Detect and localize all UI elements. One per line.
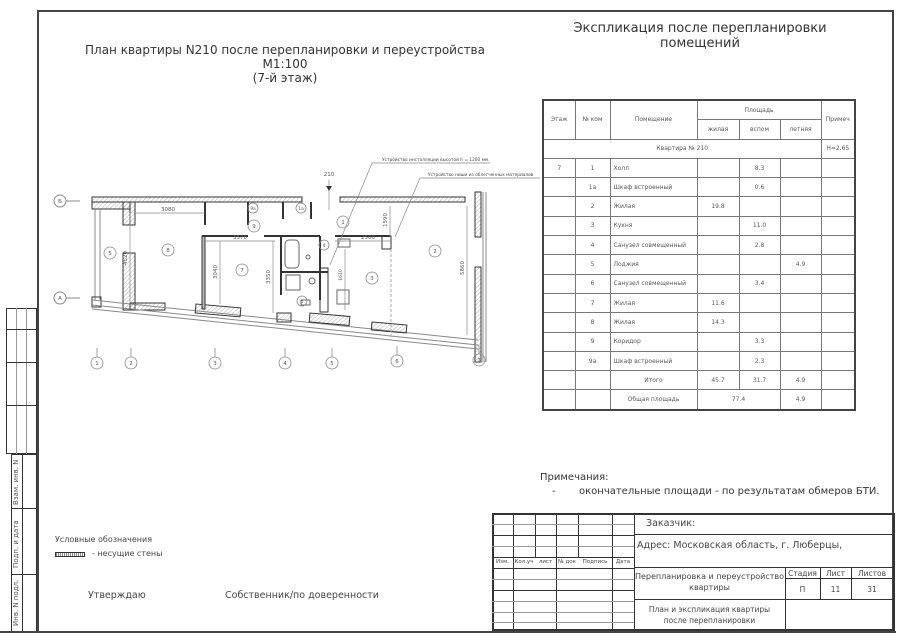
sheet-value: 11 <box>830 585 841 594</box>
room-label-9a: 9а <box>250 207 256 212</box>
floor-plan <box>0 0 540 380</box>
axis-label-2: 2 <box>129 361 133 367</box>
annotation-installation: Устройство инсталляции высотой h = 1200 мм. <box>382 158 490 163</box>
dim-5860: 5860 <box>460 261 466 275</box>
totals-label: Итого <box>610 371 697 390</box>
side-stamp-inv-orig: Инв. N подл. <box>12 579 20 626</box>
apartment-row-note: H=2.65 <box>821 139 855 158</box>
living-area <box>697 274 739 293</box>
room-label-9: 9 <box>252 224 256 230</box>
explication-table <box>542 99 856 411</box>
header-living: жилая <box>697 120 739 139</box>
floor-cell <box>543 313 575 332</box>
plan-scale: М1:100 <box>262 57 308 71</box>
dim-3080: 3080 <box>161 207 175 213</box>
table-row <box>543 216 855 235</box>
axis-label-a: А <box>58 296 62 302</box>
dim-4520: 4520 <box>123 251 129 265</box>
room-name: Жилая <box>610 313 697 332</box>
sheet-title-line1: План и экспликация квартиры <box>648 605 771 614</box>
summer-area <box>780 197 821 216</box>
notes-dash: - <box>552 486 556 497</box>
side-stamp-sign-date: Подп. и дата <box>12 520 20 568</box>
aux-area <box>739 255 780 274</box>
living-area <box>697 216 739 235</box>
col-signature: Подпись <box>582 559 608 565</box>
sheet-label: Лист <box>825 569 845 578</box>
living-area <box>697 158 739 177</box>
table-row <box>543 236 855 255</box>
dim-2500: 2500 <box>361 235 375 241</box>
dim-3570: 3570 <box>233 235 247 241</box>
aux-area: 3.4 <box>739 274 780 293</box>
apartment-row-label: Квартира № 210 <box>543 139 821 158</box>
table-row <box>543 332 855 351</box>
overall-row <box>543 390 855 410</box>
sheets-label: Листов <box>857 569 886 578</box>
axis-label-5: 5 <box>330 361 334 367</box>
table-row <box>543 313 855 332</box>
sheet-title <box>634 604 785 626</box>
overall-label: Общая площадь <box>610 390 697 410</box>
aux-area: 2.3 <box>739 351 780 370</box>
totals-summer: 4.9 <box>780 371 821 390</box>
dim-3350: 3350 <box>266 270 272 284</box>
summer-area <box>780 293 821 312</box>
totals-living: 45.7 <box>697 371 739 390</box>
notes-item <box>540 485 879 499</box>
note-cell <box>821 351 855 370</box>
room-no: 5 <box>575 255 610 274</box>
header-area: Площадь <box>697 100 821 120</box>
summer-area <box>780 158 821 177</box>
floor-cell <box>543 371 575 390</box>
col-doc-no: № док <box>558 559 576 565</box>
summer-area <box>780 236 821 255</box>
room-label-2: 2 <box>433 249 437 255</box>
notes <box>540 471 879 499</box>
room-label-1a: 1а <box>298 207 304 212</box>
room-no: 4 <box>575 236 610 255</box>
room-no-cell <box>575 371 610 390</box>
room-label-7: 7 <box>240 268 244 274</box>
floor-value: 7 <box>543 158 575 177</box>
axis-label-7: 7 <box>477 358 481 364</box>
room-no: 2 <box>575 197 610 216</box>
note-cell <box>821 255 855 274</box>
room-no: 1 <box>575 158 610 177</box>
owner-label: Собственник/по доверенности <box>225 590 379 601</box>
annotation-niche: Устройство ниши из облегченных материалов <box>428 173 534 178</box>
table-row <box>543 255 855 274</box>
dim-1590: 1590 <box>383 213 389 227</box>
room-no: 6 <box>575 274 610 293</box>
frame-bottom-line <box>0 631 896 633</box>
note-cell <box>821 332 855 351</box>
axis-label-6: 6 <box>395 359 399 365</box>
room-name: Лоджия <box>610 255 697 274</box>
living-area <box>697 236 739 255</box>
note-cell <box>821 216 855 235</box>
axis-label-3: 3 <box>213 361 217 367</box>
room-name: Шкаф встроенный <box>610 351 697 370</box>
living-area <box>697 332 739 351</box>
explication-title: Экспликация после перепланировки помещений <box>573 21 827 51</box>
room-label-5: 5 <box>108 251 112 257</box>
living-area <box>697 351 739 370</box>
room-no: 9а <box>575 351 610 370</box>
aux-area <box>739 313 780 332</box>
note-cell <box>821 313 855 332</box>
summer-area <box>780 332 821 351</box>
room-no-cell <box>575 390 610 410</box>
approve-label: Утверждаю <box>88 590 146 601</box>
note-cell <box>821 236 855 255</box>
table-row <box>543 351 855 370</box>
living-area: 11.6 <box>697 293 739 312</box>
col-date: Дата <box>615 559 631 565</box>
room-name: Шкаф встроенный <box>610 178 697 197</box>
summer-area <box>780 178 821 197</box>
axis-label-4: 4 <box>283 361 287 367</box>
summer-area <box>780 216 821 235</box>
floor-cell <box>543 390 575 410</box>
room-no: 9 <box>575 332 610 351</box>
stage-label: Стадия <box>788 569 817 578</box>
stage-value: П <box>799 585 806 594</box>
aux-area: 0.6 <box>739 178 780 197</box>
floor-cell <box>543 236 575 255</box>
sheets-value: 31 <box>867 585 877 594</box>
room-label-6: 6 <box>300 300 304 305</box>
room-label-1: 1 <box>341 220 345 226</box>
room-label-8: 8 <box>166 248 170 254</box>
room-name: Холл <box>610 158 697 177</box>
header-summer: летняя <box>780 120 821 139</box>
axis-label-b: Б <box>58 199 62 205</box>
summer-area <box>780 274 821 293</box>
summer-area <box>780 313 821 332</box>
room-name: Санузел совмещенный <box>610 236 697 255</box>
project-name <box>634 571 785 593</box>
room-name: Кухня <box>610 216 697 235</box>
note-cell <box>821 274 855 293</box>
note-cell <box>821 371 855 390</box>
plan-floor: (7-й этаж) <box>252 71 318 85</box>
summer-area <box>780 351 821 370</box>
project-name-line1: Перепланировка и переустройство <box>634 572 785 581</box>
table-row <box>543 274 855 293</box>
notes-title: Примечания: <box>540 472 609 483</box>
room-name: Жилая <box>610 293 697 312</box>
table-row <box>543 158 855 177</box>
col-list: лист <box>538 559 553 565</box>
header-auxiliary: вспом <box>739 120 780 139</box>
aux-area <box>739 293 780 312</box>
living-area <box>697 255 739 274</box>
aux-area: 3.3 <box>739 332 780 351</box>
sheet-title-line2: после перепланировки <box>663 616 756 625</box>
notes-item-text: окончательные площади - по результатам обмеров БТИ. <box>579 486 880 497</box>
aux-area: 8.3 <box>739 158 780 177</box>
note-cell <box>821 293 855 312</box>
project-name-line2: квартиры <box>689 583 730 592</box>
address-label: Адрес: Московская область, г. Люберцы, <box>637 540 843 551</box>
floor-cell <box>543 351 575 370</box>
entrance-mark: 210 <box>323 172 335 178</box>
floor-cell <box>543 216 575 235</box>
room-no: 3 <box>575 216 610 235</box>
living-area: 14.3 <box>697 313 739 332</box>
note-cell <box>821 390 855 410</box>
dim-3040: 3040 <box>213 265 219 279</box>
aux-area: 2.8 <box>739 236 780 255</box>
legend-title: Условные обозначения <box>55 535 153 544</box>
summer-area: 4.9 <box>780 255 821 274</box>
note-cell <box>821 197 855 216</box>
axis-label-1: 1 <box>95 361 99 367</box>
floor-cell <box>543 255 575 274</box>
totals-row <box>543 371 855 390</box>
col-izm: Изм. <box>496 559 509 565</box>
room-label-4: 4 <box>322 244 326 249</box>
header-room-no: № ком <box>575 100 610 139</box>
living-area <box>697 178 739 197</box>
room-name: Жилая <box>610 197 697 216</box>
col-kol-uch: Кол.уч <box>514 559 534 565</box>
header-note: Примеч <box>821 100 855 139</box>
floor-cell <box>543 178 575 197</box>
legend-bearing-walls: - несущие стены <box>92 549 163 558</box>
bearing-wall-symbol-icon <box>55 552 85 557</box>
totals-aux: 31.7 <box>739 371 780 390</box>
note-cell <box>821 178 855 197</box>
plan-title-line1: План квартиры N210 после перепланировки и переустройства <box>85 43 485 57</box>
table-row <box>543 178 855 197</box>
table-row <box>543 197 855 216</box>
floor-cell <box>543 274 575 293</box>
side-stamp-replace-inv: Взам. инв. N <box>12 459 20 505</box>
room-no: 8 <box>575 313 610 332</box>
floor-cell <box>543 332 575 351</box>
overall-value: 77.4 <box>697 390 780 410</box>
living-area: 19.8 <box>697 197 739 216</box>
overall-summer: 4.9 <box>780 390 821 410</box>
note-cell <box>821 158 855 177</box>
room-name: Коридор <box>610 332 697 351</box>
header-premises: Помещение <box>610 100 697 139</box>
customer-label: Заказчик: <box>646 518 696 529</box>
room-no: 7 <box>575 293 610 312</box>
header-floor: Этаж <box>543 100 575 139</box>
floor-cell <box>543 197 575 216</box>
aux-area <box>739 197 780 216</box>
room-name: Санузел совмещенный <box>610 274 697 293</box>
dim-1610: 1610 <box>339 269 344 281</box>
floor-cell <box>543 293 575 312</box>
room-no: 1а <box>575 178 610 197</box>
room-label-3: 3 <box>370 276 374 282</box>
table-row <box>543 293 855 312</box>
aux-area: 11.0 <box>739 216 780 235</box>
